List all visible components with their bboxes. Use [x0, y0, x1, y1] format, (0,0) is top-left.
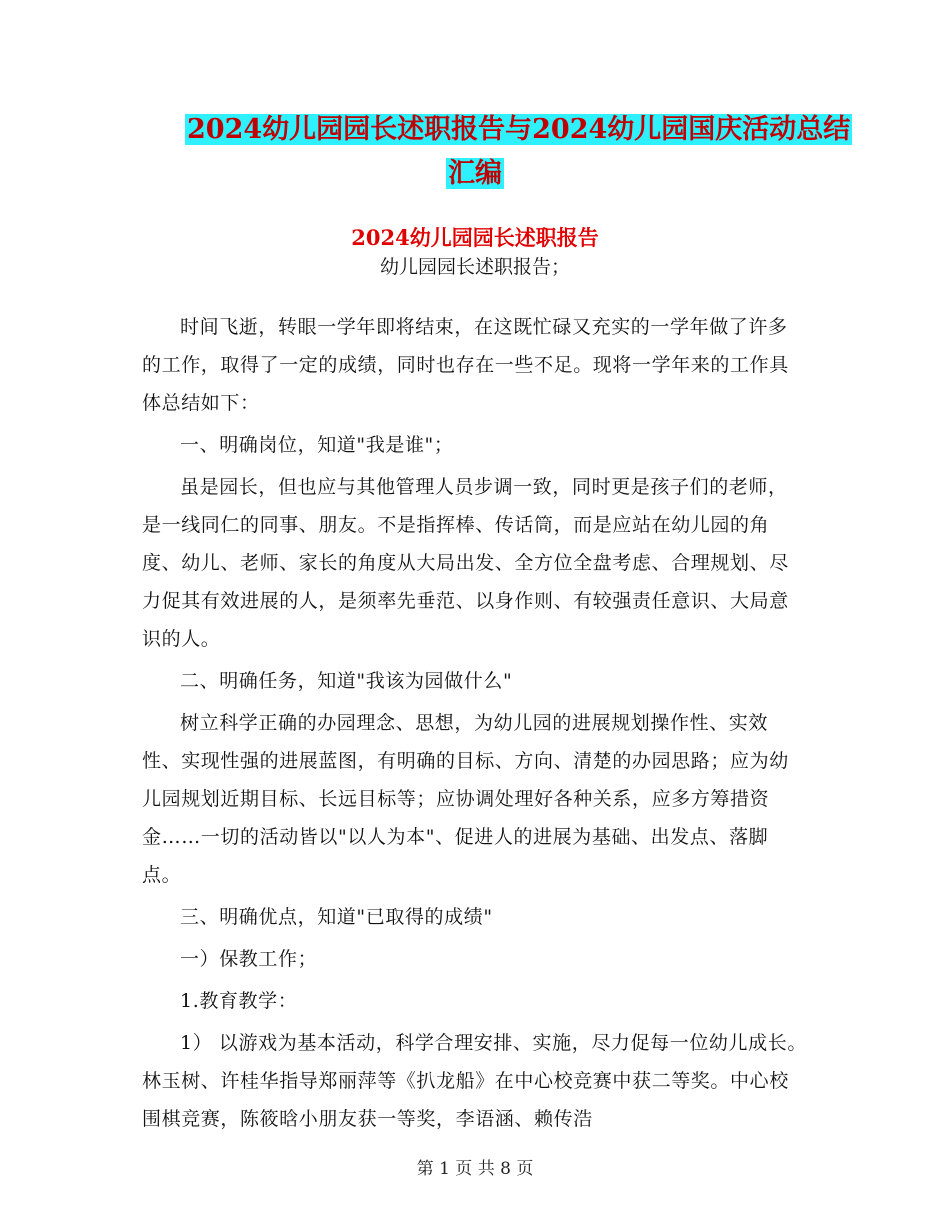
- paragraph-2: 树立科学正确的办园理念、思想，为幼儿园的进展规划操作性、实效性、实现性强的进展蓝图，有明确的目标、方向、清楚的办园思路；应为幼儿园规划近期目标、长远目标等；应协调处理好各种关系，应多方筹措资金……一切的活动皆以"以人为本"、促进人的进展为基础、出发点、落脚点。: [142, 712, 789, 886]
- body-text: [142, 308, 807, 1138]
- section-title: 2024幼儿园园长述职报告: [351, 225, 599, 250]
- subtitle: 幼儿园园长述职报告；: [379, 256, 570, 278]
- paragraph-1: 虽是园长，但也应与其他管理人员步调一致，同时更是孩子们的老师，是一线同仁的同事、朋友。不是指挥棒、传话筒，而是应站在幼儿园的角度、幼儿、老师、家长的角度从大局出发、全方位全盘考虑、合理规划、尽力促其有效进展的人，是须率先垂范、以身作则、有较强责任意识、大局意识的人。: [142, 476, 789, 650]
- paragraph-3: 1） 以游戏为基本活动，科学合理安排、实施，尽力促每一位幼儿成长。林玉树、许桂华指导郑丽萍等《扒龙船》在中心校竞赛中获二等奖。中心校围棋竞赛，陈筱晗小朋友获一等奖，李语涵、赖传浩: [142, 1032, 807, 1130]
- document-title-line-2: 汇编: [448, 158, 502, 189]
- page-footer: 第 1 页 共 8 页: [416, 1159, 534, 1179]
- heading-2: 二、明确任务，知道"我该为园做什么": [180, 670, 513, 692]
- heading-1: 一、明确岗位，知道"我是谁"；: [180, 434, 454, 456]
- document-title-line-1: 2024幼儿园园长述职报告与2024幼儿园国庆活动总结: [187, 114, 851, 145]
- heading-3: 三、明确优点，知道"已取得的成绩": [180, 906, 493, 928]
- subheading-2: 1.教育教学：: [180, 990, 298, 1012]
- paragraph-intro: 时间飞逝，转眼一学年即将结束，在这既忙碌又充实的一学年做了许多的工作，取得了一定的成绩，同时也存在一些不足。现将一学年来的工作具体总结如下：: [142, 316, 789, 414]
- subheading-1: 一）保教工作；: [180, 948, 318, 970]
